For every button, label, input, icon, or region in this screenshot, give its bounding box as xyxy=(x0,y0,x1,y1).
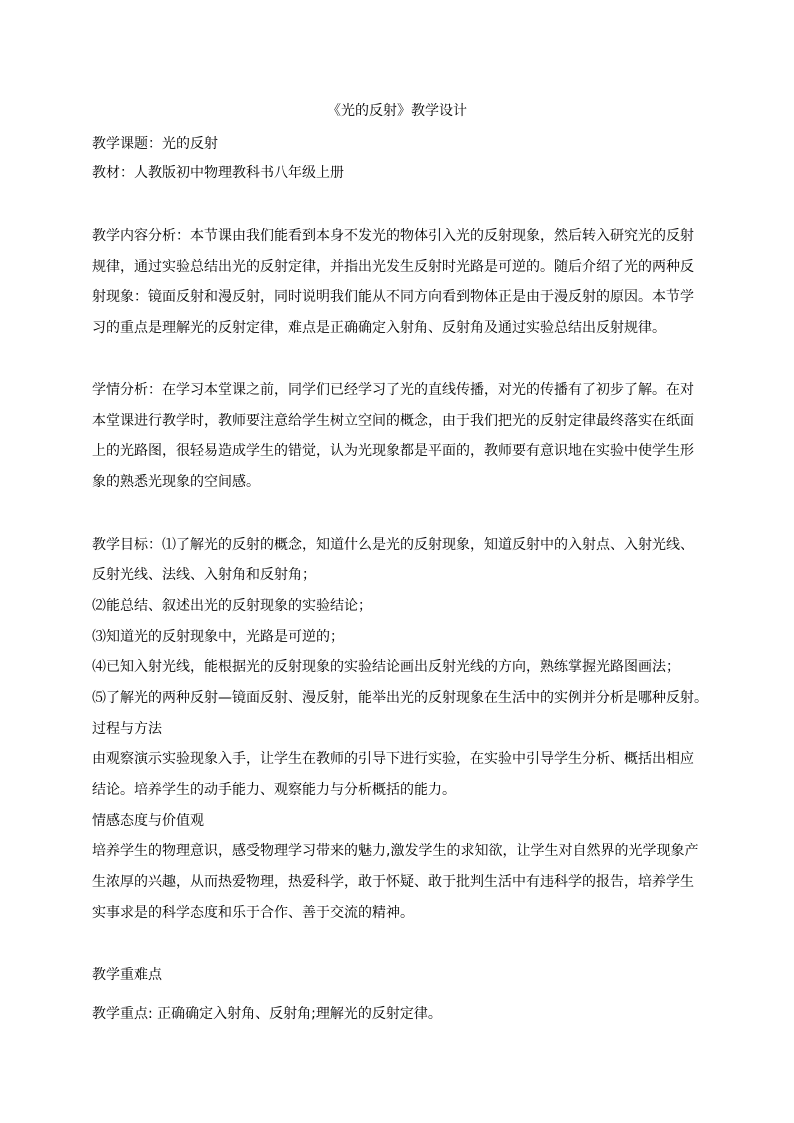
emotion-values-line: 实事求是的科学态度和乐于合作、善于交流的精神。 xyxy=(92,905,414,921)
content-analysis-line: 教学内容分析：本节课由我们能看到本身不发光的物体引入光的反射现象，然后转入研究光的反射 xyxy=(92,228,694,244)
process-method-line: 由观察演示实验现象入手，让学生在教师的引导下进行实验，在实验中引导学生分析、概括出相应 xyxy=(92,751,694,767)
key-difficulty-heading: 教学重难点 xyxy=(92,967,162,983)
learner-analysis-line: 象的熟悉光现象的空间感。 xyxy=(92,474,260,490)
process-method-heading: 过程与方法 xyxy=(92,721,162,737)
learner-analysis-line: 上的光路图，很轻易造成学生的错觉，认为光现象都是平面的，教师要有意识地在实验中使学生形 xyxy=(92,443,694,459)
learner-analysis-line: 学情分析：在学习本堂课之前，同学们已经学习了光的直线传播，对光的传播有了初步了解。在对 xyxy=(92,382,694,398)
teaching-goals-line: ⑸了解光的两种反射—镜面反射、漫反射，能举出光的反射现象在生活中的实例并分析是哪种反射。 xyxy=(92,690,708,706)
teaching-goals-line: 反射光线、法线、入射角和反射角； xyxy=(92,567,316,583)
teaching-goals-line: ⑷已知入射光线，能根据光的反射现象的实验结论画出反射光线的方向，熟练掌握光路图画法； xyxy=(92,659,680,675)
emotion-values-heading: 情感态度与价值观 xyxy=(92,813,204,829)
learner-analysis-line: 本堂课进行教学时，教师要注意给学生树立空间的概念，由于我们把光的反射定律最终落实在纸面 xyxy=(92,413,694,429)
process-method-line: 结论。培养学生的动手能力、观察能力与分析概括的能力。 xyxy=(92,782,456,798)
lesson-topic-line: 教学课题：光的反射 xyxy=(92,136,218,152)
key-point-line: 教学重点: 正确确定入射角、反射角;理解光的反射定律。 xyxy=(92,1006,442,1022)
content-analysis-line: 规律，通过实验总结出光的反射定律，并指出光发生反射时光路是可逆的。随后介绍了光的两种反 xyxy=(92,259,694,275)
document-title: 《光的反射》教学设计 xyxy=(327,103,467,119)
teaching-goals-line: ⑶知道光的反射现象中，光路是可逆的； xyxy=(92,629,344,645)
emotion-values-line: 培养学生的物理意识，感受物理学习带来的魅力,激发学生的求知欲，让学生对自然界的光学现象产 xyxy=(92,843,699,859)
textbook-line: 教材：人教版初中物理教科书八年级上册 xyxy=(92,165,344,181)
content-analysis-line: 射现象：镜面反射和漫反射，同时说明我们能从不同方向看到物体正是由于漫反射的原因。本节学 xyxy=(92,289,694,305)
teaching-goals-line: 教学目标：⑴了解光的反射的概念，知道什么是光的反射现象，知道反射中的入射点、入射光线、 xyxy=(92,537,694,553)
teaching-goals-line: ⑵能总结、叙述出光的反射现象的实验结论； xyxy=(92,598,372,614)
emotion-values-line: 生浓厚的兴趣，从而热爱物理，热爱科学，敢于怀疑、敢于批判生活中有违科学的报告，培养学生 xyxy=(92,874,694,890)
content-analysis-line: 习的重点是理解光的反射定律，难点是正确确定入射角、反射角及通过实验总结出反射规律。 xyxy=(92,320,666,336)
